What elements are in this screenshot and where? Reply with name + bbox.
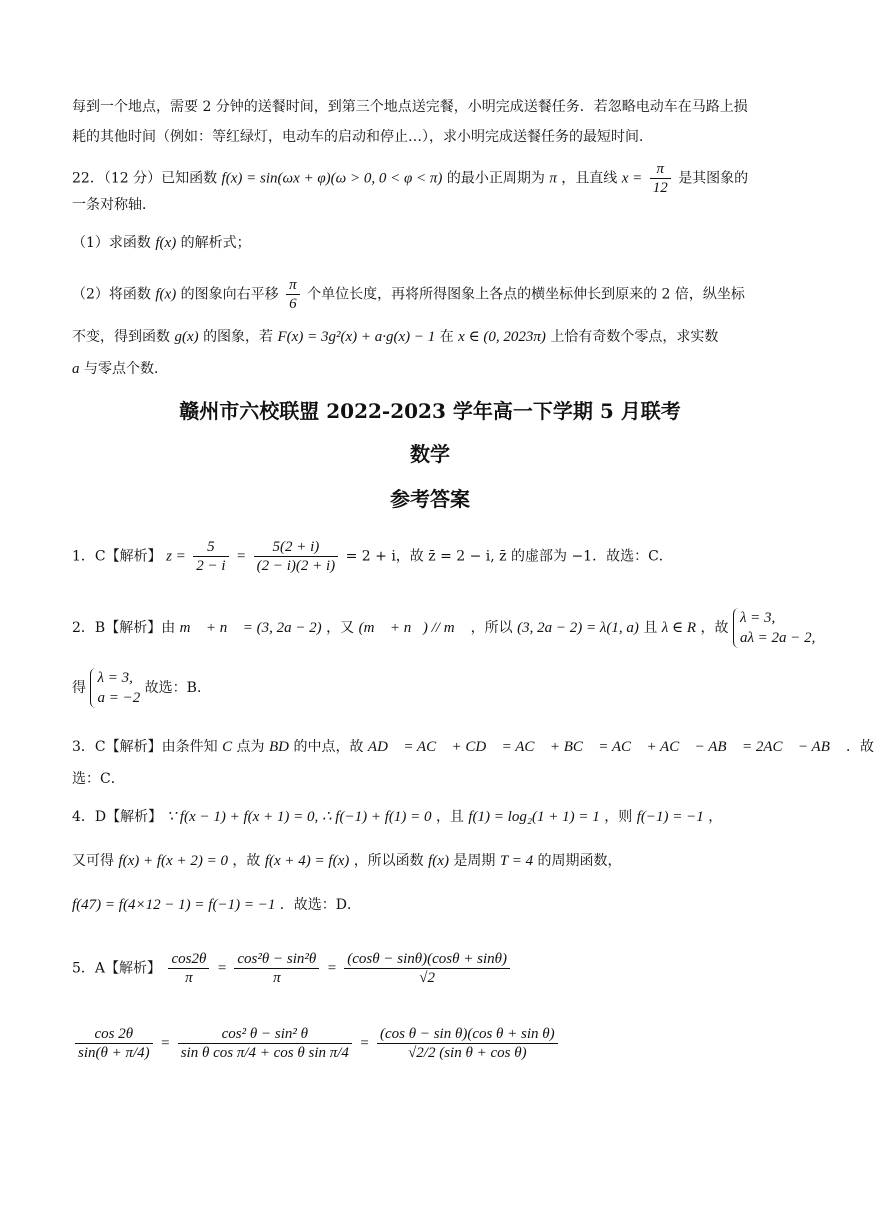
a1-eq: = — [236, 548, 247, 565]
a1-f2-den: (2 − i)(2 + i) — [256, 558, 336, 574]
q22-part2-frac-num: π — [286, 276, 300, 295]
a4-line2-c: ，所以函数 — [353, 853, 424, 869]
q22-part2-line-1 — [72, 276, 800, 313]
a1-frac-2 — [254, 538, 339, 575]
a2-line2-b: 故选：B． — [144, 680, 211, 696]
q22-part2-gx: g(x) — [174, 329, 199, 345]
a1-z: z = — [166, 548, 186, 565]
answer-2-line-2 — [72, 668, 800, 708]
q22-mid2: ，且直线 — [561, 170, 618, 187]
answer-1 — [72, 538, 800, 575]
a1-frac-1 — [193, 538, 228, 575]
intro-line-1: 每到一个地点，需要 2 分钟的送餐时间，到第三个地点送完餐，小明完成送餐任务．若忽略电动车在马路上损 — [72, 99, 748, 115]
answers-title: 参考答案 — [390, 487, 470, 511]
a3-line1-c: 的中点，故 — [293, 739, 364, 755]
a4-end1: ， — [708, 809, 723, 825]
a4-mid2: ，则 — [604, 809, 633, 825]
q22-part1-fx: f(x) — [155, 235, 177, 251]
a4-line2-d: 是周期 — [453, 853, 496, 869]
a4-line3-end: ．故选：D． — [279, 897, 362, 913]
a5-g2-num: cos² θ − sin² θ — [178, 1025, 352, 1044]
q22-fraction — [650, 160, 671, 197]
a4-T: T = 4 — [499, 853, 534, 869]
a4-line2-a: 又可得 — [72, 853, 114, 869]
a2-mid2: ，所以 — [470, 620, 513, 636]
a4-expr3: f(−1) = −1 — [636, 809, 704, 825]
a5-eq-1: = — [216, 960, 227, 977]
q22-part2-a: （2）将函数 — [72, 286, 151, 303]
a1-f2-num: 5(2 + i) — [254, 538, 339, 557]
q22-part2-line2-d: 上恰有奇数个零点，求实数 — [550, 329, 719, 345]
answer-4-line-3 — [72, 894, 800, 916]
q22-part2-line3-b: 与零点个数． — [83, 361, 168, 377]
a4-expr1: ∵ f(x − 1) + f(x + 1) = 0, ∴ f(−1) + f(1) = 0 — [166, 809, 432, 825]
q22-frac-den: 12 — [652, 180, 668, 196]
q22-line-2: 一条对称轴． — [72, 197, 156, 213]
a2-par: (m⃗ + n⃗) // m⃗ — [358, 620, 467, 636]
subject-title: 数学 — [410, 442, 450, 466]
a1-rest: = 2 + i，故 z̄ = 2 − i, z̄ 的虚部为 −1．故选：C． — [345, 548, 673, 565]
a5-f1-den: π — [185, 970, 193, 986]
a5-f3-num: (cosθ − sinθ)(cosθ + sinθ) — [344, 950, 510, 969]
a5-f3-den: √2 — [419, 970, 435, 986]
intro-line-2: 耗的其他时间（例如：等红绿灯，电动车的启动和停止…），求小明完成送餐任务的最短时间． — [72, 129, 653, 145]
a5-f1-num: cos2θ — [168, 950, 209, 969]
q22-part1 — [72, 232, 800, 254]
q22-part1-b: 的解析式； — [180, 235, 251, 251]
q22-line-1 — [72, 160, 800, 197]
a2-mid4: ，故 — [700, 620, 729, 636]
a5-g-frac-1 — [75, 1025, 153, 1062]
a5-eq-2: = — [326, 960, 337, 977]
answer-4-line-1 — [72, 806, 800, 828]
q22-prefix: 22．（12 分）已知函数 — [72, 170, 218, 187]
q22-mid: 的最小正周期为 — [446, 170, 545, 187]
a5-g-eq-2: = — [359, 1035, 370, 1052]
a5-f2-den: π — [273, 970, 281, 986]
a2-res-1: λ = 3, — [97, 670, 133, 686]
q22-part2-line-2 — [72, 326, 800, 348]
q22-part2-frac-den: 6 — [289, 296, 297, 312]
answer-5-line-1 — [72, 950, 800, 987]
a5-frac-1 — [168, 950, 209, 987]
a5-g-frac-2 — [178, 1025, 352, 1062]
a2-sys-1: λ = 3, — [739, 610, 776, 626]
a3-vec: AD⃗ = AC⃗ + CD⃗ = AC⃗ + BC⃗ = AC⃗ + AC⃗ − AB⃗ = 2AC⃗ − AB⃗ — [367, 739, 842, 755]
q22-part2-line2-a: 不变，得到函数 — [72, 329, 170, 345]
a1-f1-num: 5 — [193, 538, 228, 557]
a1-f1-den: 2 − i — [196, 558, 226, 574]
a4-expr5: f(x + 4) = f(x) — [264, 853, 350, 869]
a5-g-eq-1: = — [160, 1035, 171, 1052]
a4-line2-b: ，故 — [232, 853, 261, 869]
answer-2-line-1 — [72, 608, 816, 648]
a1-label: 1．C【解析】 — [72, 548, 162, 565]
a5-g-frac-3 — [377, 1025, 558, 1062]
q22-part2-b: 的图象向右平移 — [180, 286, 279, 303]
a5-label: 5．A【解析】 — [72, 960, 162, 977]
a2-mid: ，又 — [326, 620, 355, 636]
q22-part2-line2-b: 的图象，若 — [203, 329, 274, 345]
a2-lam: λ ∈ R — [661, 620, 697, 636]
a2-line2-a: 得 — [72, 680, 86, 696]
a2-mid3: 且 — [643, 620, 658, 636]
a4-fx: f(x) — [428, 853, 449, 869]
a5-frac-2 — [234, 950, 319, 987]
q22-part1-a: （1）求函数 — [72, 235, 151, 251]
q22-part2-fraction — [286, 276, 300, 313]
q22-part2-domain: x ∈ (0, 2023π) — [458, 329, 546, 345]
q22-part2-line2-c: 在 — [439, 329, 454, 345]
a2-sys-2: aλ = 2a − 2, — [739, 630, 816, 646]
q22-frac-num: π — [650, 160, 671, 179]
q22-part2-a-var: a — [72, 361, 80, 377]
a4-label: 4．D【解析】 — [72, 809, 163, 825]
a2-expr: m⃗ + n⃗ = (3, 2a − 2) — [179, 620, 322, 636]
q22-part2-line-3 — [72, 358, 800, 380]
a2-result-system — [90, 668, 140, 708]
q22-pi: π — [549, 170, 557, 187]
a3-BD: BD — [269, 739, 289, 755]
answer-3-line-2: 选：C． — [72, 771, 125, 787]
a3-C: C — [222, 739, 233, 755]
q22-part2-c: 个单位长度，再将所得图象上各点的横坐标伸长到原来的 2 倍，纵坐标 — [307, 286, 745, 303]
answer-5-line-2 — [72, 1025, 800, 1062]
a4-mid1: ，且 — [435, 809, 464, 825]
answer-4-line-2 — [72, 850, 800, 872]
q22-part2-F: F(x) = 3g²(x) + a·g(x) − 1 — [277, 329, 436, 345]
a2-res-2: a = −2 — [97, 690, 141, 706]
a5-g1-num: cos 2θ — [75, 1025, 153, 1044]
q22-f-def: f(x) = sin(ωx + φ)(ω > 0, 0 < φ < π) — [221, 170, 443, 187]
main-title: 赣州市六校联盟 2022-2023 学年高一下学期 5 月联考 — [179, 399, 681, 423]
a3-line1-a: 3．C【解析】由条件知 — [72, 739, 218, 755]
a4-line2-e: 的周期函数， — [537, 853, 622, 869]
a5-frac-3 — [344, 950, 510, 987]
a5-g3-den: √2/2 (sin θ + cos θ) — [408, 1045, 527, 1061]
a5-g1-den: sin(θ + π/4) — [78, 1045, 150, 1061]
q22-xeq: x = — [621, 170, 643, 187]
a2-eq: (3, 2a − 2) = λ(1, a) — [517, 620, 639, 636]
a5-f2-num: cos²θ − sin²θ — [234, 950, 319, 969]
a4-expr6: f(47) = f(4×12 − 1) = f(−1) = −1 — [72, 897, 276, 913]
a2-label: 2．B【解析】由 — [72, 620, 176, 636]
q22-part2-fx: f(x) — [155, 286, 177, 303]
a5-g3-num: (cos θ − sin θ)(cos θ + sin θ) — [377, 1025, 558, 1044]
q22-suffix: 是其图象的 — [678, 170, 749, 187]
a4-expr4: f(x) + f(x + 2) = 0 — [118, 853, 228, 869]
a4-expr2: f(1) = log₂(1 + 1) = 1 — [468, 809, 600, 825]
a2-system — [733, 608, 816, 648]
answer-3-line-1 — [72, 736, 874, 758]
a5-g2-den: sin θ cos π/4 + cos θ sin π/4 — [180, 1045, 349, 1061]
a3-line1-d: ．故 — [846, 739, 874, 755]
a3-line1-b: 点为 — [236, 739, 265, 755]
